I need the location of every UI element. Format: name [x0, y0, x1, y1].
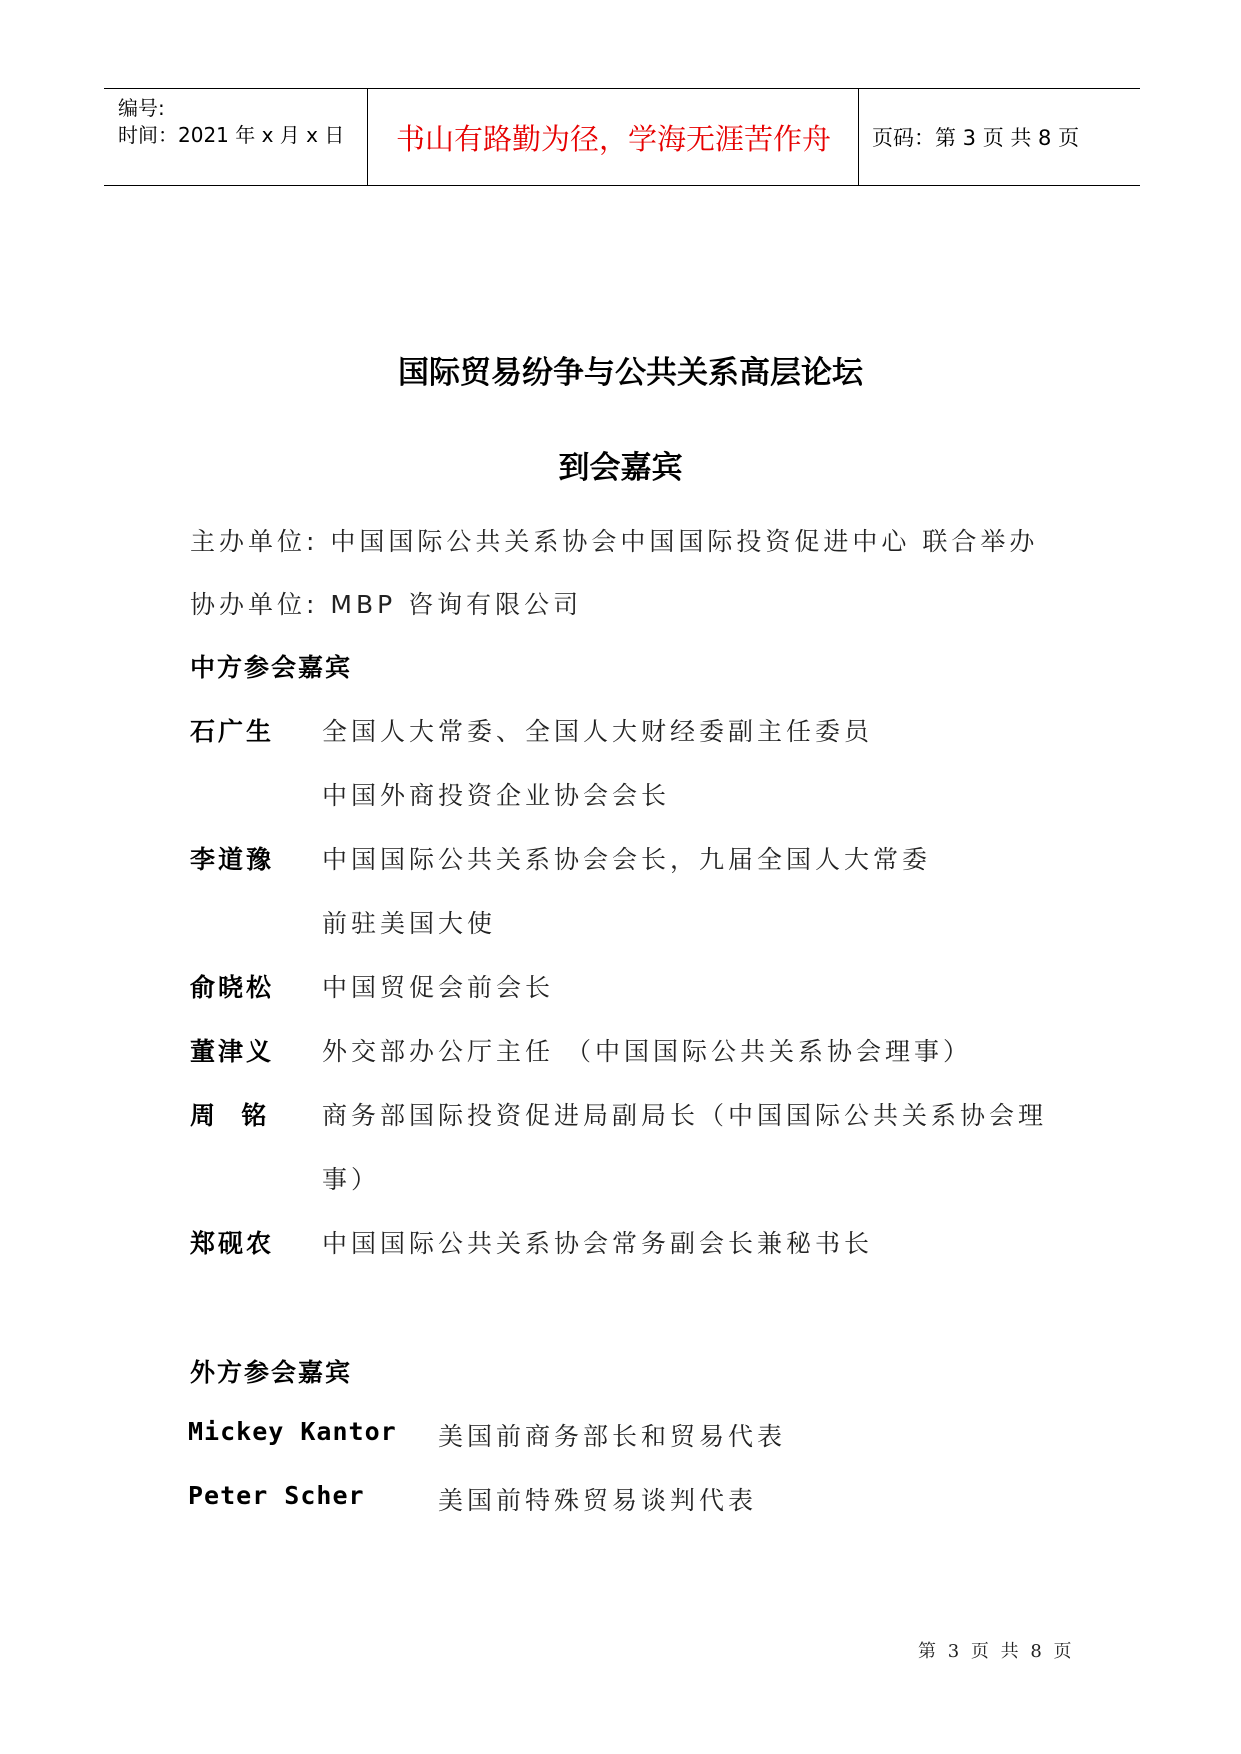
guest-role: 商务部国际投资促进局副局长（中国国际公共关系协会理	[322, 1101, 1048, 1130]
guest-role: 中国国际公共关系协会会长，九届全国人大常委	[322, 845, 932, 874]
serial-label: 编号:	[118, 96, 165, 120]
guest-name: 董津义	[190, 1037, 275, 1066]
host-organizers: 主办单位: 中国国际公共关系协会中国国际投资促进中心 联合举办	[190, 527, 1039, 556]
guest-name: 俞晓松	[190, 973, 275, 1002]
guest-name: 郑砚农	[190, 1229, 275, 1258]
header-motto: 书山有路勤为径，学海无涯苦作舟	[395, 121, 831, 156]
time-label: 时间：2021 年 x 月 x 日	[118, 123, 345, 147]
header-divider	[367, 89, 368, 185]
guest-role: 中国贸促会前会长	[322, 973, 555, 1002]
document-subtitle: 到会嘉宾	[558, 450, 683, 486]
guest-role: 前驻美国大使	[322, 909, 497, 938]
header-meta	[118, 95, 344, 149]
chinese-guests-heading: 中方参会嘉宾	[190, 653, 353, 682]
guest-name: 李道豫	[190, 845, 275, 874]
guest-role: 美国前特殊贸易谈判代表	[438, 1486, 758, 1515]
document-title: 国际贸易纷争与公共关系高层论坛	[398, 355, 863, 391]
guest-role: 全国人大常委、全国人大财经委副主任委员	[322, 717, 874, 746]
header-page-code: 页码：第 3 页 共 8 页	[872, 126, 1080, 150]
guest-role: 美国前商务部长和贸易代表	[438, 1422, 787, 1451]
header-divider	[858, 89, 859, 185]
document-header	[104, 88, 1140, 186]
co-host-organizers: 协办单位: MBP 咨询有限公司	[190, 590, 583, 619]
guest-name: Peter Scher	[188, 1481, 365, 1510]
guest-name: 周 铭	[190, 1101, 270, 1130]
guest-role: 中国外商投资企业协会会长	[322, 781, 671, 810]
guest-role: 中国国际公共关系协会常务副会长兼秘书长	[322, 1229, 874, 1258]
page-footer: 第 3 页 共 8 页	[918, 1641, 1075, 1662]
guest-name: Mickey Kantor	[188, 1417, 397, 1446]
guest-name: 石广生	[190, 717, 275, 746]
guest-role: 外交部办公厅主任 （中国国际公共关系协会理事）	[322, 1037, 972, 1066]
foreign-guests-heading: 外方参会嘉宾	[190, 1358, 353, 1387]
guest-role: 事）	[322, 1165, 381, 1194]
